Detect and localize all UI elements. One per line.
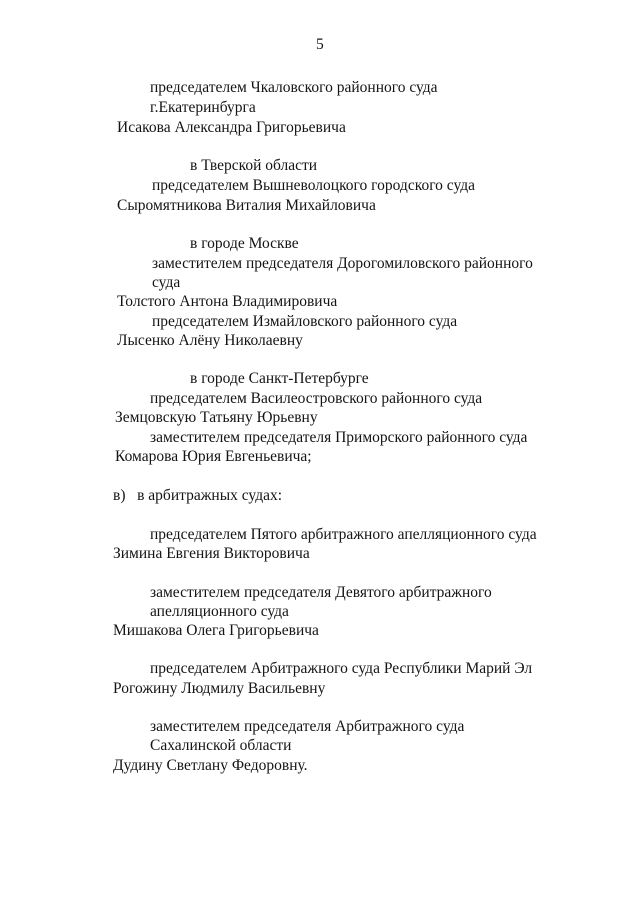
person-name: Зимина Евгения Викторовича — [113, 545, 310, 562]
person-name: Исакова Александра Григорьевича — [117, 119, 346, 136]
position-line: председателем Измайловского районного суда — [152, 313, 458, 330]
position-line: суда — [152, 274, 181, 291]
person-name: Дудину Светлану Федоровну. — [113, 757, 308, 774]
person-name: Сыромятникова Виталия Михайловича — [117, 197, 376, 214]
person-name: Мишакова Олега Григорьевича — [113, 622, 319, 639]
person-name: Лысенко Алёну Николаевну — [117, 332, 303, 349]
region-heading: в городе Санкт-Петербурге — [190, 370, 369, 387]
person-name: Комарова Юрия Евгеньевича; — [115, 448, 312, 465]
position-line: заместителем председателя Арбитражного суда — [150, 718, 465, 735]
position-line: председателем Чкаловского районного суда — [150, 79, 438, 96]
position-line: апелляционного суда — [150, 603, 289, 620]
region-heading: в Тверской области — [190, 157, 318, 174]
position-line: председателем Пятого арбитражного апелляционного суда — [150, 526, 537, 543]
position-line: председателем Василеостровского районного суда — [150, 390, 483, 407]
position-line: председателем Арбитражного суда Республики Марий Эл — [150, 660, 533, 677]
person-name: Земцовскую Татьяну Юрьевну — [115, 409, 318, 426]
person-name: Толстого Антона Владимировича — [117, 293, 338, 310]
position-line: Сахалинской области — [150, 737, 292, 754]
position-line: г.Екатеринбурга — [150, 99, 256, 116]
person-name: Рогожину Людмилу Васильевну — [113, 680, 326, 697]
page-number: 5 — [316, 36, 324, 53]
region-heading: в городе Москве — [190, 235, 299, 252]
position-line: заместителем председателя Девятого арбитражного — [150, 584, 492, 601]
section-heading: в) в арбитражных судах: — [113, 487, 283, 504]
position-line: заместителем председателя Приморского районного суда — [150, 429, 528, 446]
position-line: заместителем председателя Дорогомиловского районного — [152, 255, 533, 272]
position-line: председателем Вышневолоцкого городского суда — [152, 177, 476, 194]
